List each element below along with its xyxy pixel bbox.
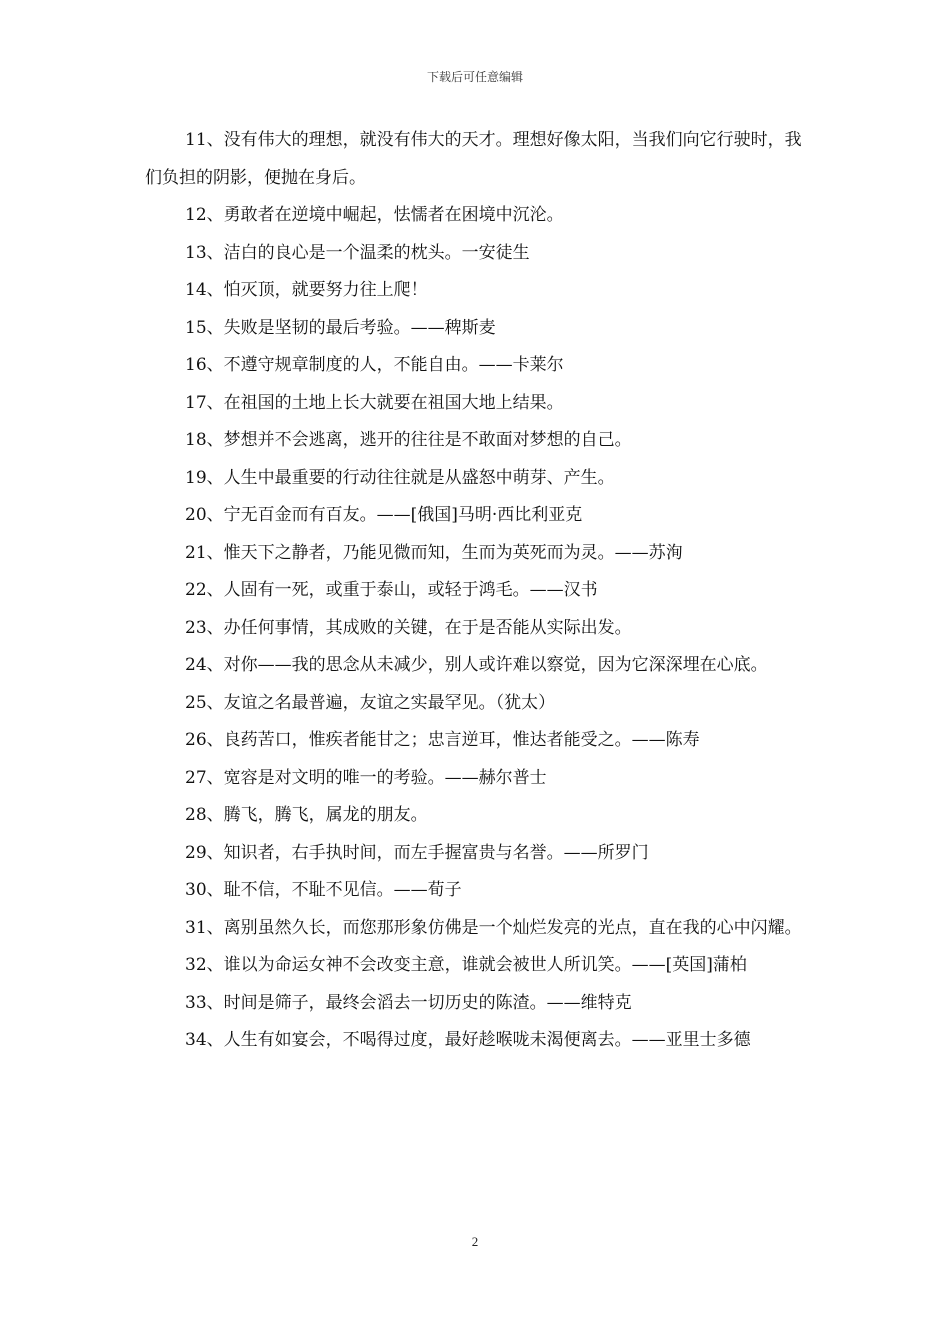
quote-paragraph: 33、时间是筛子，最终会滔去一切历史的陈渣。——维特克 [185,992,632,1013]
quote-paragraph: 31、离别虽然久长，而您那形象仿佛是一个灿烂发亮的光点，直在我的心中闪耀。 [185,917,802,938]
quote-list [145,122,810,1060]
quote-paragraph: 17、在祖国的土地上长大就要在祖国大地上结果。 [185,392,564,413]
quote-paragraph: 21、惟天下之静者，乃能见微而知，生而为英死而为灵。——苏洵 [185,542,683,563]
page-header: 下载后可任意编辑 [426,70,523,84]
quote-paragraph: 14、怕灭顶，就要努力往上爬！ [185,280,428,300]
quote-paragraph: 32、谁以为命运女神不会改变主意，谁就会被世人所讥笑。——[英国]蒲柏 [185,955,747,975]
quote-paragraph: 12、勇敢者在逆境中崛起，怯懦者在困境中沉沦。 [185,205,564,225]
quote-paragraph: 30、耻不信，不耻不见信。——荀子 [185,880,462,900]
page-number: 2 [471,1234,479,1249]
quote-paragraph: 22、人固有一死，或重于泰山，或轻于鸿毛。——汉书 [185,580,598,600]
quote-paragraph: 19、人生中最重要的行动往往就是从盛怒中萌芽、产生。 [185,467,615,488]
quote-paragraph: 20、宁无百金而有百友。——[俄国]马明·西比利亚克 [185,505,583,525]
quote-paragraph: 24、对你——我的思念从未减少，别人或许难以察觉，因为它深深埋在心底。 [185,655,768,675]
quote-paragraph: 28、腾飞，腾飞，属龙的朋友。 [185,805,428,825]
quote-paragraph: 29、知识者，右手执时间，而左手握富贵与名誉。——所罗门 [185,842,649,863]
quote-paragraph: 27、宽容是对文明的唯一的考验。——赫尔普士 [185,767,547,788]
quote-paragraph: 15、失败是坚韧的最后考验。——稗斯麦 [185,317,496,338]
quote-paragraph: 18、梦想并不会逃离，逃开的往往是不敢面对梦想的自己。 [185,430,632,450]
quote-paragraph: 13、洁白的良心是一个温柔的枕头。一安徒生 [185,242,530,263]
quote-paragraph: 23、办任何事情，其成败的关键，在于是否能从实际出发。 [185,617,632,638]
quote-paragraph: 34、人生有如宴会，不喝得过度，最好趁喉咙未渴便离去。——亚里士多德 [185,1030,751,1050]
quote-paragraph: 25、友谊之名最普遍，友谊之实最罕见。（犹太） [185,692,556,713]
quote-paragraph: 26、良药苦口，惟疾者能甘之；忠言逆耳，惟达者能受之。——陈寿 [185,730,700,750]
quote-paragraph: 16、不遵守规章制度的人，不能自由。——卡莱尔 [185,355,564,375]
quote-paragraph: 11、没有伟大的理想，就没有伟大的天才。理想好像太阳，当我们向它行驶时，我们负担的阴影，便抛在身后。 [145,130,802,188]
